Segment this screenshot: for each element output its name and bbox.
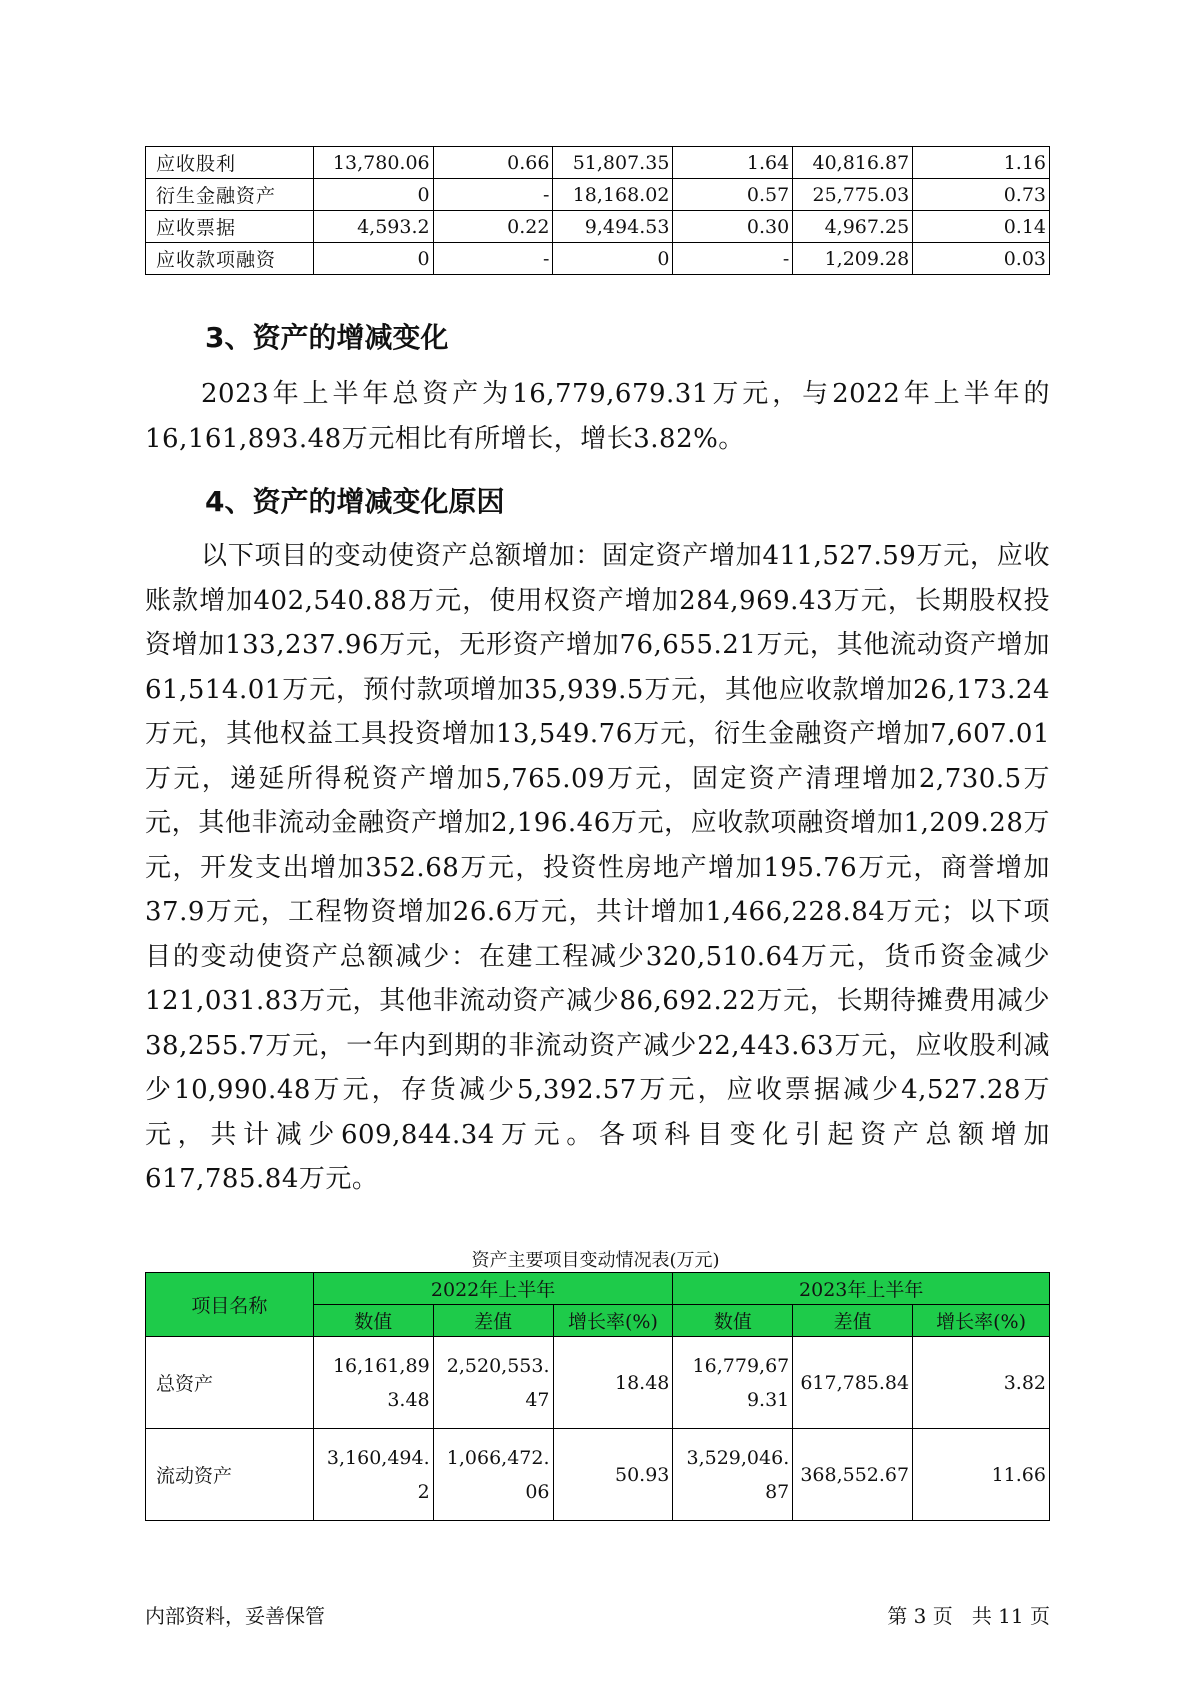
row-name: 应收款项融资 xyxy=(146,243,314,275)
cell: 0.14 xyxy=(913,211,1050,243)
subheader-rate: 增长率(%) xyxy=(553,1305,673,1337)
section-3-paragraph: 2023年上半年总资产为16,779,679.31万元，与2022年上半年的16,161,893.48万元相比有所增长，增长3.82%。 xyxy=(145,379,1050,454)
subheader-value: 数值 xyxy=(313,1305,433,1337)
table-caption: 资产主要项目变动情况表(万元) xyxy=(471,1250,720,1271)
cell: 40,816.87 xyxy=(793,147,913,179)
cell: 0.30 xyxy=(673,211,793,243)
cell: 50.93 xyxy=(553,1429,673,1521)
section-4-heading: 4、资产的增减变化原因 xyxy=(205,485,505,518)
top-asset-table xyxy=(145,146,1050,275)
cell: 4,967.25 xyxy=(793,211,913,243)
table-row xyxy=(146,147,1050,179)
cell: 617,785.84 xyxy=(793,1337,913,1429)
cell: 25,775.03 xyxy=(793,179,913,211)
cell: 4,593.2 xyxy=(313,211,433,243)
subheader-diff: 差值 xyxy=(433,1305,553,1337)
cell: 0 xyxy=(313,179,433,211)
table-row xyxy=(146,1337,1050,1429)
page-number: 第 3 页 共 11 页 xyxy=(887,1604,1050,1628)
cell: 13,780.06 xyxy=(313,147,433,179)
cell: - xyxy=(673,243,793,275)
cell: - xyxy=(433,243,553,275)
row-name: 总资产 xyxy=(146,1337,314,1429)
table-row xyxy=(146,179,1050,211)
cell: 2,520,553.47 xyxy=(433,1337,553,1429)
cell: 0.66 xyxy=(433,147,553,179)
header-group-2022: 2022年上半年 xyxy=(313,1273,673,1305)
subheader-diff: 差值 xyxy=(793,1305,913,1337)
header-row xyxy=(146,1273,1050,1305)
row-name: 应收票据 xyxy=(146,211,314,243)
cell: 3.82 xyxy=(913,1337,1050,1429)
cell: 1,209.28 xyxy=(793,243,913,275)
cell: 0.73 xyxy=(913,179,1050,211)
cell: 51,807.35 xyxy=(553,147,673,179)
cell: 0 xyxy=(313,243,433,275)
row-name: 衍生金融资产 xyxy=(146,179,314,211)
cell: 1.16 xyxy=(913,147,1050,179)
cell: 11.66 xyxy=(913,1429,1050,1521)
cell: 18.48 xyxy=(553,1337,673,1429)
row-name: 应收股利 xyxy=(146,147,314,179)
cell: 16,161,893.48 xyxy=(313,1337,433,1429)
cell: 0.22 xyxy=(433,211,553,243)
table-row xyxy=(146,211,1050,243)
footer-note: 内部资料，妥善保管 xyxy=(145,1604,325,1628)
cell: - xyxy=(433,179,553,211)
cell: 1.64 xyxy=(673,147,793,179)
cell: 3,160,494.2 xyxy=(313,1429,433,1521)
section-4-paragraph: 以下项目的变动使资产总额增加：固定资产增加411,527.59万元，应收账款增加402,540.88万元，使用权资产增加284,969.43万元，长期股权投资增加133,237.96万元，无形资产增加76,655.21万元，其他流动资产增加61,514.01万元，预付款项增加35,939.5万元，其他应收款增加26,173.24万元，其他权益工具投资增加13,549.76万元，衍生金融资产增加7,607.01万元，递延所得税资产增加5,765.09万元，固定资产清理增加2,730.5万元，其他非流动金融资产增加2,196.46万元，应收款项融资增加1,209.28万元，开发支出增加352.68万元，投资性房地产增加195.76万元，商誉增加37.9万元，工程物资增加26.6万元，共计增加1,466,228.84万元；以下项目的变动使资产总额减少：在建工程减少320,510.64万元，货币资金减少121,031.83万元，其他非流动资产减少86,692.22万元，长期待摊费用减少38,255.7万元，一年内到期的非流动资产减少22,443.63万元，应收股利减少10,990.48万元，存货减少5,392.57万元，应收票据减少4,527.28万元，共计减少609,844.34万元。各项科目变化引起资产总额增加617,785.84万元。 xyxy=(145,541,1050,1194)
cell: 18,168.02 xyxy=(553,179,673,211)
subheader-rate: 增长率(%) xyxy=(913,1305,1050,1337)
table-row xyxy=(146,243,1050,275)
cell: 9,494.53 xyxy=(553,211,673,243)
section-3-heading: 3、资产的增减变化 xyxy=(205,321,449,354)
cell: 1,066,472.06 xyxy=(433,1429,553,1521)
cell: 0 xyxy=(553,243,673,275)
header-item-name: 项目名称 xyxy=(146,1273,314,1337)
header-group-2023: 2023年上半年 xyxy=(673,1273,1050,1305)
table-row xyxy=(146,1429,1050,1521)
cell: 16,779,679.31 xyxy=(673,1337,793,1429)
cell: 3,529,046.87 xyxy=(673,1429,793,1521)
cell: 0.57 xyxy=(673,179,793,211)
row-name: 流动资产 xyxy=(146,1429,314,1521)
cell: 0.03 xyxy=(913,243,1050,275)
asset-change-table xyxy=(145,1272,1050,1521)
cell: 368,552.67 xyxy=(793,1429,913,1521)
subheader-value: 数值 xyxy=(673,1305,793,1337)
